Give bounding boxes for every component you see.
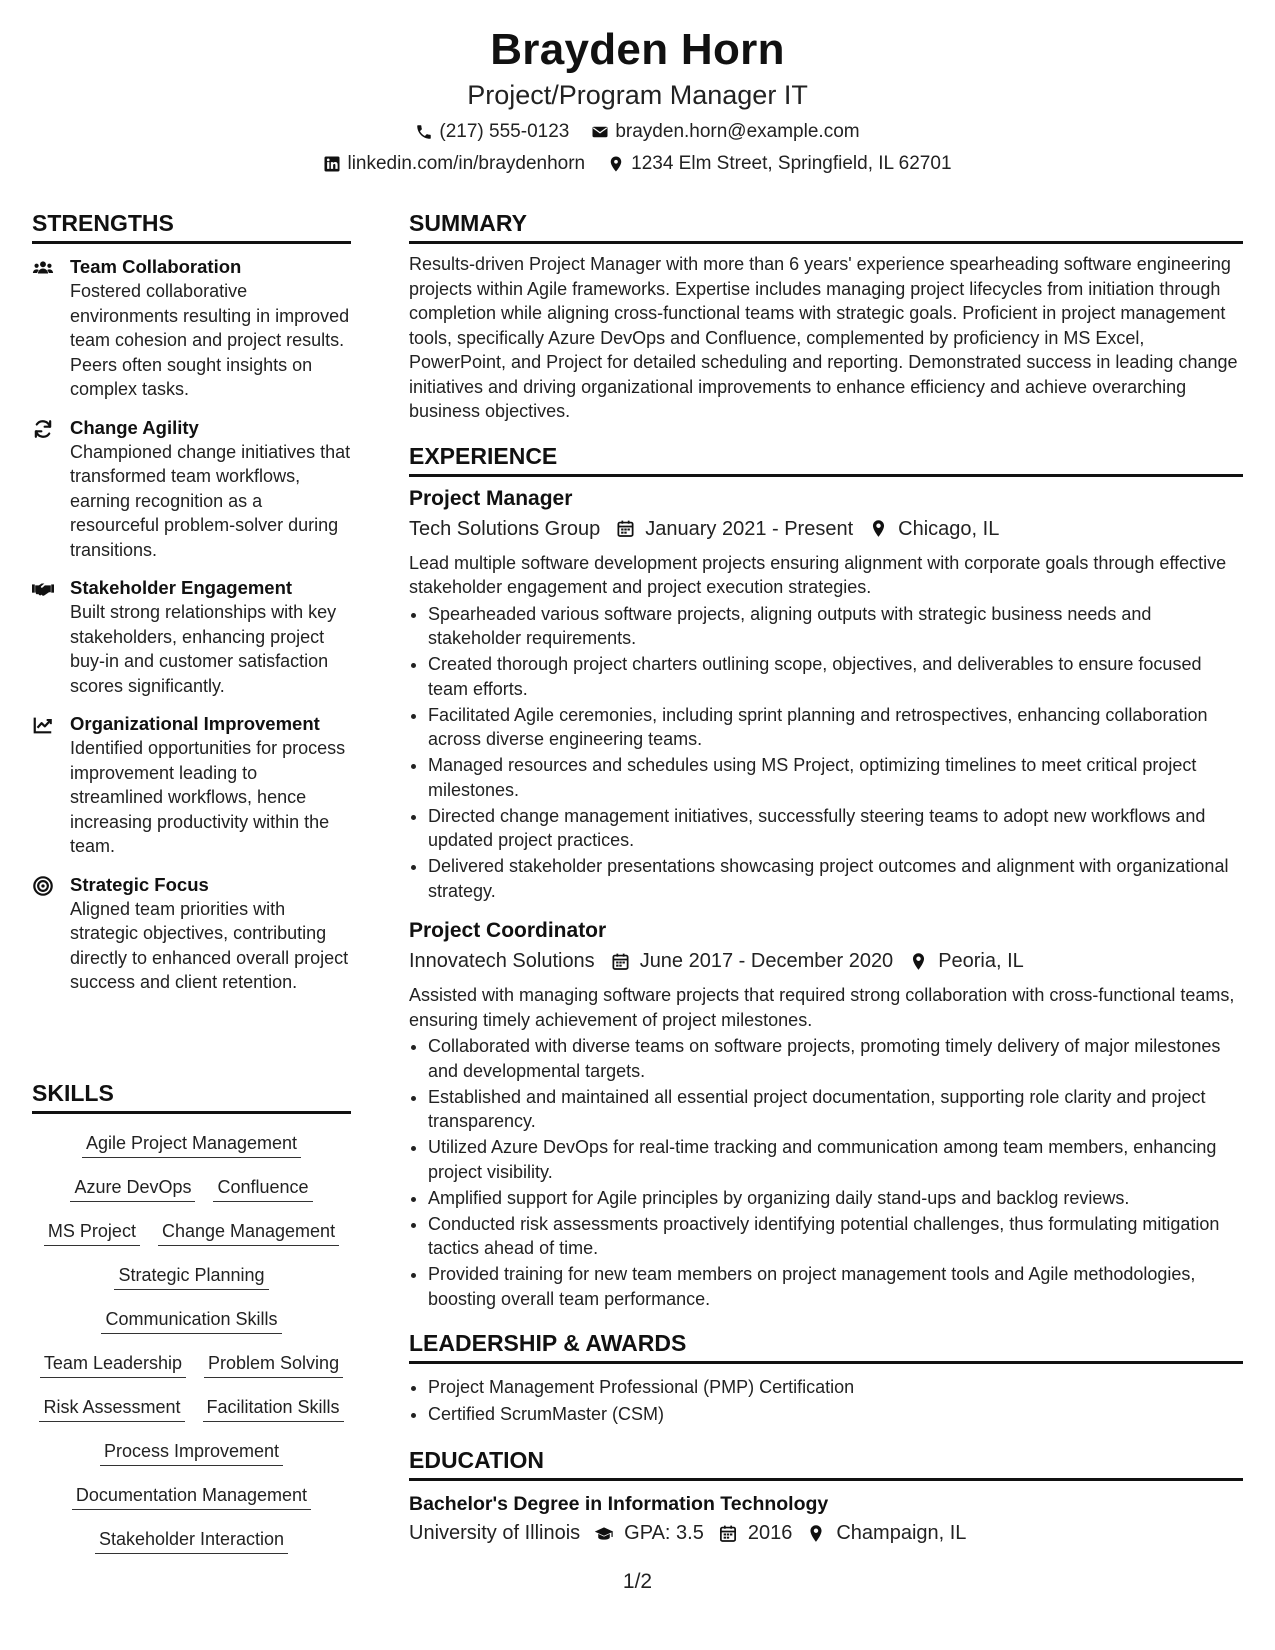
job-title: Project Manager (409, 486, 573, 510)
skill-tag: Azure DevOps (70, 1175, 195, 1202)
graduation-year-text: 2016 (747, 1522, 793, 1544)
job-entry (409, 485, 1243, 904)
skill-tag: Communication Skills (101, 1307, 281, 1334)
award-item: • Project Management Professional (PMP) Certification (428, 1374, 1243, 1401)
skill-tag: Facilitation Skills (203, 1395, 344, 1422)
company-name: Innovatech Solutions (409, 950, 595, 972)
bullet-item: • Utilized Azure DevOps for real-time tracking and communication among team members, enhancing project visibility. (428, 1135, 1243, 1184)
contact-row-1 (0, 120, 1275, 144)
address-text: 1234 Elm Street, Springfield, IL 62701 (631, 153, 952, 174)
strength-description: Built strong relationships with key stakeholders, enhancing project buy-in and customer satisfaction scores significantly. (70, 602, 337, 696)
job-location (869, 515, 999, 543)
bullet-item: • Managed resources and schedules using MS Project, optimizing timelines to meet critical project milestones. (428, 753, 1243, 802)
job-bullets (409, 602, 1243, 904)
map-pin-icon (869, 519, 888, 538)
strength-name: Change Agility (70, 416, 199, 438)
bullet-item: • Established and maintained all essential project documentation, supporting role clarity and project transparency. (428, 1085, 1243, 1134)
job-dates (611, 947, 894, 975)
job-summary: Lead multiple software development projects ensuring alignment with corporate goals through effective stakeholder engagement and project execution strategies. (409, 552, 1227, 597)
strength-name: Organizational Improvement (70, 713, 320, 734)
education-meta (409, 1519, 1243, 1547)
strength-name: Team Collaboration (70, 256, 242, 277)
target-icon (32, 873, 70, 995)
summary-heading: SUMMARY (409, 209, 1243, 244)
company-name: Tech Solutions Group (409, 517, 601, 540)
skill-tag: Process Improvement (100, 1439, 283, 1466)
job-location (909, 947, 1024, 975)
map-pin-icon (607, 155, 625, 173)
strength-item (32, 873, 351, 995)
education-heading: EDUCATION (409, 1446, 1243, 1481)
job-summary: Assisted with managing software projects that required strong collaboration with cross-functional teams, ensuring timely achievement of project milestones. (409, 985, 1235, 1030)
map-pin-icon (806, 1524, 826, 1543)
strength-item (32, 255, 351, 402)
awards-section (409, 1329, 1243, 1428)
strength-description: Aligned team priorities with strategic objectives, contributing directly to enhanced overall project success and client retention. (70, 898, 349, 992)
resume-header (0, 22, 1275, 176)
skill-tag: Problem Solving (204, 1351, 343, 1378)
awards-list (409, 1374, 1243, 1428)
degree-title: Bachelor's Degree in Information Technology (409, 1493, 829, 1515)
awards-heading: LEADERSHIP & AWARDS (409, 1329, 1243, 1364)
strength-description: Championed change initiatives that transformed team workflows, earning recognition as a resourceful problem-solver during transitions. (70, 441, 351, 560)
strength-name: Stakeholder Engagement (70, 577, 293, 598)
candidate-title: Project/Program Manager IT (467, 80, 808, 110)
job-dates-text: January 2021 - Present (645, 517, 854, 540)
linkedin-icon (323, 155, 341, 173)
bullet-item: • Provided training for new team members on project management tools and Agile methodologies, boosting overall team performance. (428, 1262, 1243, 1311)
skills-heading: SKILLS (32, 1079, 351, 1114)
skills-list (32, 1131, 351, 1554)
bullet-item: • Collaborated with diverse teams on software projects, promoting timely delivery of major milestones and developmental targets. (428, 1034, 1243, 1083)
address-contact (607, 152, 951, 176)
skill-tag: Documentation Management (72, 1483, 311, 1510)
job-bullets (409, 1034, 1243, 1311)
map-pin-icon (909, 952, 928, 971)
skill-tag: Agile Project Management (82, 1131, 301, 1158)
award-item: • Certified ScrumMaster (CSM) (428, 1401, 1243, 1428)
calendar-icon (611, 952, 630, 971)
strength-item (32, 416, 351, 563)
calendar-icon (718, 1524, 738, 1543)
bullet-item: • Conducted risk assessments proactively identifying potential challenges, thus formulating mitigation tactics ahead of time. (428, 1212, 1243, 1261)
job-dates-text: June 2017 - December 2020 (639, 950, 894, 972)
job-dates (616, 515, 853, 543)
left-column (32, 209, 351, 1009)
skill-tag: Stakeholder Interaction (95, 1527, 288, 1554)
phone-text: (217) 555-0123 (439, 121, 570, 142)
phone-icon (415, 123, 433, 141)
linkedin-text[interactable]: linkedin.com/in/braydenhorn (347, 153, 586, 174)
email-contact[interactable] (591, 120, 859, 144)
education-location-text: Champaign, IL (836, 1522, 967, 1544)
gpa (594, 1519, 704, 1547)
envelope-icon (591, 123, 609, 141)
linkedin-contact[interactable] (323, 152, 585, 176)
skills-section (32, 1079, 351, 1554)
education-location (806, 1519, 966, 1547)
strength-name: Strategic Focus (70, 873, 209, 895)
skill-tag: Team Leadership (40, 1351, 186, 1378)
contact-row-2 (0, 152, 1275, 176)
strength-item (32, 712, 351, 859)
gpa-text: GPA: 3.5 (624, 1522, 704, 1544)
candidate-name: Brayden Horn (490, 25, 785, 74)
school-name: University of Illinois (409, 1522, 581, 1544)
strength-item (32, 576, 351, 698)
skill-tag: MS Project (44, 1219, 140, 1246)
calendar-icon (616, 519, 635, 538)
experience-heading: EXPERIENCE (409, 442, 1243, 477)
bullet-item: • Directed change management initiatives, successfully steering teams to adopt new workflows and updated project practices. (428, 804, 1243, 853)
job-title: Project Coordinator (409, 919, 607, 942)
page-number: 1/2 (622, 1570, 653, 1593)
phone-contact (415, 120, 569, 144)
job-entry (409, 917, 1243, 1311)
bullet-item: • Created thorough project charters outlining scope, objectives, and deliverables to ensure focused team efforts. (428, 652, 1243, 701)
education-section (409, 1446, 1243, 1547)
graduation-year (718, 1519, 793, 1547)
strength-description: Fostered collaborative environments resulting in improved team cohesion and project results. Peers often sought insights on complex tasks. (70, 281, 350, 399)
chart-line-icon (32, 712, 70, 859)
strengths-heading: STRENGTHS (32, 209, 351, 244)
job-location-text: Chicago, IL (898, 517, 1000, 540)
summary-text: Results-driven Project Manager with more than 6 years' experience spearheading software engineering projects within Agile frameworks. Expertise includes managing project lifecycles from initiation through completion while aligning cross-functional teams with strategic goals. Proficient in project management tools, specifically Azure DevOps and Confluence, complemented by proficiency in MS Excel, PowerPoint, and Project for detailed scheduling and reporting. Demonstrated success in leading change initiatives and driving organizational improvements to enhance efficiency and achieve overarching business objectives. (409, 254, 1238, 421)
strength-description: Identified opportunities for process improvement leading to streamlined workflows, hence increasing productivity within the team. (70, 738, 346, 856)
email-text[interactable]: brayden.horn@example.com (615, 121, 860, 142)
skill-tag: Confluence (213, 1175, 312, 1202)
skill-tag: Risk Assessment (39, 1395, 184, 1422)
bullet-item: • Amplified support for Agile principles by organizing daily stand-ups and backlog reviews. (428, 1186, 1243, 1211)
handshake-icon (32, 576, 70, 698)
experience-section (409, 442, 1243, 1312)
sync-icon (32, 416, 70, 563)
job-location-text: Peoria, IL (938, 950, 1024, 972)
job-meta (409, 515, 1243, 543)
skill-tag: Strategic Planning (114, 1263, 268, 1290)
job-meta (409, 947, 1243, 975)
bullet-item: • Spearheaded various software projects, aligning outputs with strategic business needs and stakeholder requirements. (428, 602, 1243, 651)
strengths-list (32, 255, 351, 995)
graduation-cap-icon (594, 1524, 614, 1543)
bullet-item: • Facilitated Agile ceremonies, including sprint planning and retrospectives, enhancing collaboration across diverse engineering teams. (428, 703, 1243, 752)
users-icon (32, 255, 70, 402)
skill-tag: Change Management (158, 1219, 339, 1246)
bullet-item: • Delivered stakeholder presentations showcasing project outcomes and alignment with organizational strategy. (428, 854, 1243, 903)
right-column (409, 209, 1243, 1547)
